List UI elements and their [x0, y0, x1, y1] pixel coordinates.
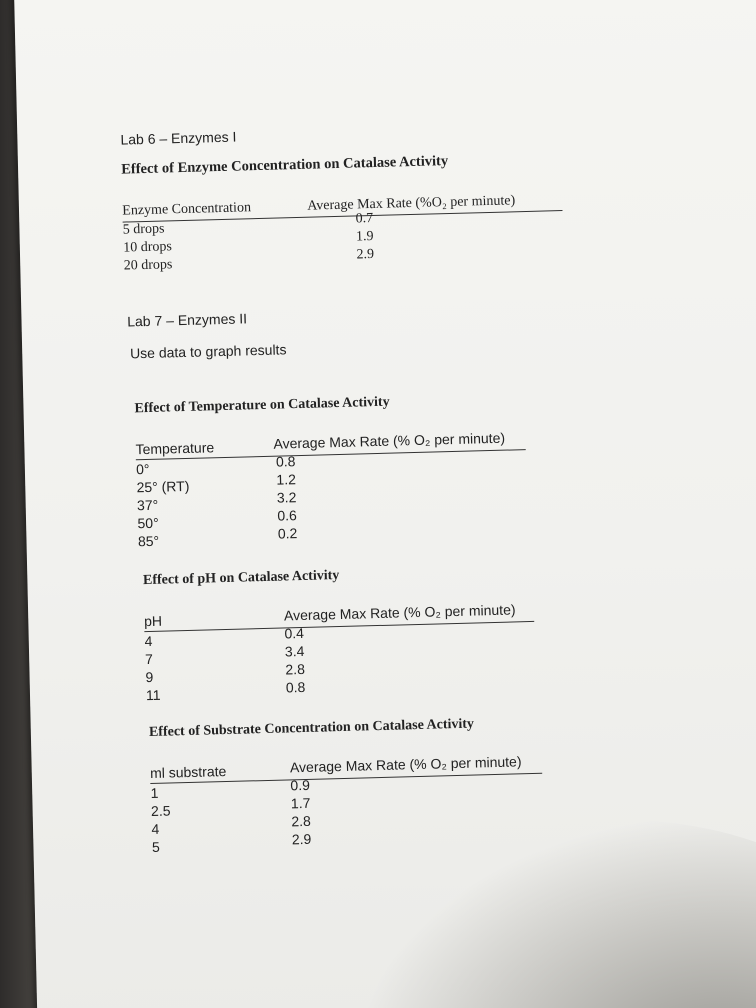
ph-col2-header: Average Max Rate (% O₂ per minute) — [283, 601, 516, 624]
ph-heading: Effect of pH on Catalase Activity — [142, 568, 340, 589]
temperature-row-label: 25° (RT) — [136, 477, 190, 496]
substrate-row-value: 0.9 — [290, 776, 311, 794]
ph-row-label: 9 — [145, 668, 154, 686]
substrate-row-value: 2.9 — [291, 830, 312, 848]
ph-row-value: 0.4 — [284, 624, 305, 642]
lab6-row-value: 0.7 — [355, 211, 374, 227]
temperature-heading: Effect of Temperature on Catalase Activity — [134, 394, 390, 417]
lab6-col2-header: Average Max Rate (%O₂ per minute) — [307, 193, 516, 214]
temperature-row-value: 1.2 — [276, 471, 297, 488]
substrate-row-label: 4 — [151, 820, 160, 838]
substrate-row-value: 1.7 — [290, 794, 311, 812]
ph-row-value: 3.4 — [284, 642, 305, 660]
temperature-row-label: 50° — [137, 514, 159, 532]
substrate-col1-header: ml substrate — [149, 763, 227, 782]
lab7-instruction: Use data to graph results — [129, 341, 287, 362]
substrate-row-label: 5 — [151, 838, 160, 856]
substrate-row-label: 1 — [150, 784, 159, 802]
temperature-row-value: 0.8 — [275, 453, 296, 470]
temperature-row-label: 85° — [137, 532, 160, 550]
temperature-col1-header: Temperature — [135, 439, 215, 458]
lab6-row-label: 20 drops — [123, 257, 173, 274]
temperature-col2-header: Average Max Rate (% O₂ per minute) — [273, 429, 506, 452]
lab7-title: Lab 7 – Enzymes II — [127, 310, 248, 330]
temperature-row-label: 37° — [136, 496, 159, 514]
lab6-heading: Effect of Enzyme Concentration on Catalase Activity — [121, 153, 449, 178]
substrate-col2-header: Average Max Rate (% O₂ per minute) — [289, 753, 522, 776]
lab6-row-value: 2.9 — [356, 247, 375, 263]
lab6-row-label: 5 drops — [122, 221, 165, 238]
substrate-row-value: 2.8 — [291, 812, 312, 830]
lab6-title: Lab 6 – Enzymes I — [120, 128, 237, 148]
temperature-row-value: 3.2 — [276, 489, 297, 506]
ph-col1-header: pH — [143, 612, 163, 630]
lab6-row-label: 10 drops — [123, 239, 173, 256]
substrate-row-label: 2.5 — [150, 802, 171, 820]
lab6-row-value: 1.9 — [355, 229, 374, 245]
ph-row-value: 2.8 — [285, 660, 306, 678]
lab6-col1-header: Enzyme Concentration — [122, 200, 252, 219]
temperature-row-value: 0.2 — [277, 525, 298, 542]
paper-sheet — [14, 0, 756, 1008]
ph-row-label: 7 — [144, 650, 154, 668]
ph-row-label: 4 — [144, 632, 153, 650]
temperature-row-value: 0.6 — [277, 507, 298, 524]
ph-row-label: 11 — [145, 686, 161, 704]
temperature-row-label: 0° — [135, 460, 150, 478]
substrate-heading: Effect of Substrate Concentration on Catalase Activity — [148, 716, 475, 741]
ph-row-value: 0.8 — [285, 678, 306, 696]
